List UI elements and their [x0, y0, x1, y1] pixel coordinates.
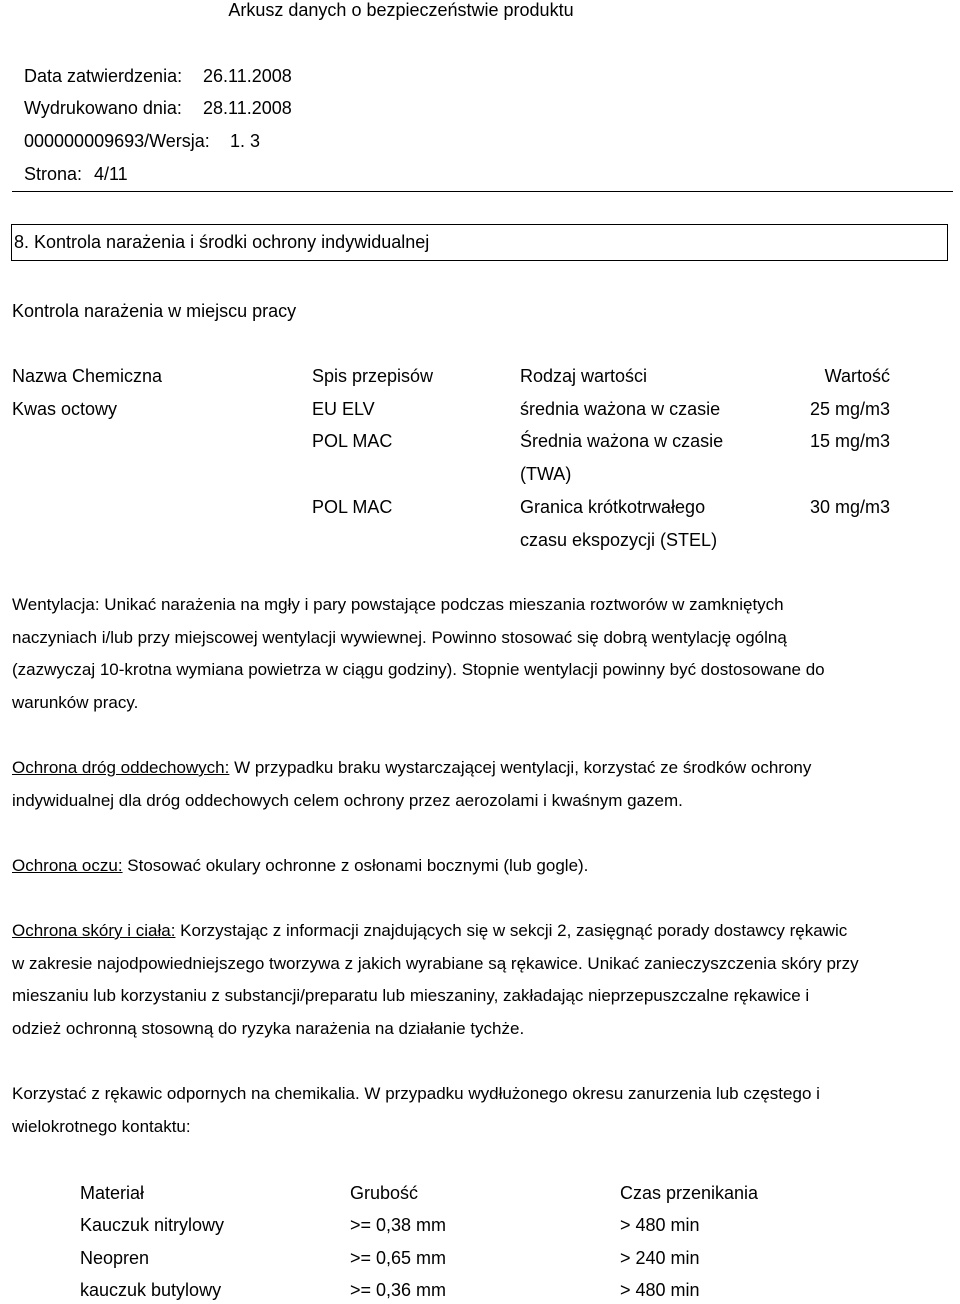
ventilation-text: Unikać narażenia na mgły i pary powstające podczas mieszania roztworów w zamkniętych — [99, 595, 784, 614]
page-label: Strona: — [24, 164, 83, 184]
section-8-box — [11, 224, 948, 261]
respiratory-protection-label: Ochrona dróg oddechowych: — [12, 758, 230, 777]
printed-date-label: Wydrukowano dnia: — [24, 98, 182, 118]
limit-value: 30 mg/m3 — [809, 497, 890, 517]
respiratory-protection-paragraph — [12, 752, 942, 817]
glove-thickness: >= 0,36 mm — [350, 1280, 447, 1300]
ventilation-text: naczyniach i/lub przy miejscowej wentylacji wywiewnej. Powinno stosować się dobrą wentylację ogólną — [12, 627, 787, 647]
value-type: średnia ważona w czasie — [520, 399, 721, 419]
value-type: Granica krótkotrwałego — [520, 497, 706, 517]
col-header-value-type: Rodzaj wartości — [520, 366, 648, 386]
skin-protection-label: Ochrona skóry i ciała: — [12, 921, 176, 940]
glove-breakthrough-time: > 480 min — [620, 1280, 700, 1300]
ventilation-text: (zazwyczaj 10-krotna wymiana powietrza w ciągu godziny). Stopnie wentylacji powinny być dostosowane do — [12, 660, 825, 679]
header-divider — [12, 191, 953, 192]
version-value: 1. 3 — [230, 131, 261, 151]
skin-protection-text: w zakresie najodpowiedniejszego tworzywa z jakich wyrabiane są rękawice. Unikać zanieczyszczenia skóry przy — [12, 953, 859, 973]
page-number: 4/11 — [94, 164, 128, 184]
glove-breakthrough-time: > 240 min — [620, 1248, 700, 1268]
col-header-value: Wartość — [824, 366, 890, 386]
limit-value: 25 mg/m3 — [809, 399, 890, 419]
glove-thickness: >= 0,38 mm — [350, 1215, 447, 1235]
glove-thickness: >= 0,65 mm — [350, 1248, 447, 1268]
approval-date-label: Data zatwierdzenia: — [24, 66, 183, 86]
regulation: POL MAC — [312, 431, 393, 451]
gloves-intro-text: wielokrotnego kontaktu: — [12, 1116, 191, 1136]
respiratory-protection-text: indywidualnej dla dróg oddechowych celem ochrony przez aerozolami i kwaśnym gazem. — [12, 790, 683, 810]
skin-protection-text: Korzystając z informacji znajdujących się w sekcji 2, zasięgnąć porady dostawcy rękawic — [175, 921, 848, 940]
col-header-chemical-name: Nazwa Chemiczna — [12, 366, 163, 386]
col-header-material: Materiał — [80, 1183, 145, 1203]
value-type-continued: czasu ekspozycji (STEL) — [520, 530, 718, 550]
section-subtitle: Kontrola narażenia w miejscu pracy — [12, 301, 297, 321]
eye-protection-paragraph — [12, 850, 942, 883]
eye-protection-text: Stosować okulary ochronne z osłonami bocznymi (lub gogle). — [122, 856, 589, 875]
glove-material: kauczuk butylowy — [80, 1280, 222, 1300]
respiratory-protection-text: W przypadku braku wystarczającej wentylacji, korzystać ze środków ochrony — [229, 758, 812, 777]
ventilation-paragraph — [12, 589, 942, 719]
value-type: Średnia ważona w czasie — [520, 431, 724, 451]
value-type-continued: (TWA) — [520, 464, 572, 484]
chemical-name: Kwas octowy — [12, 399, 118, 419]
approval-date-value: 26.11.2008 — [203, 66, 292, 86]
version-label: 000000009693/Wersja: — [24, 131, 210, 151]
col-header-regulation: Spis przepisów — [312, 366, 434, 386]
skin-protection-paragraph — [12, 915, 942, 1045]
glove-breakthrough-time: > 480 min — [620, 1215, 700, 1235]
regulation: EU ELV — [312, 399, 375, 419]
gloves-intro-text: Korzystać z rękawic odpornych na chemikalia. W przypadku wydłużonego okresu zanurzenia lub częstego i — [12, 1084, 820, 1103]
ventilation-label: Wentylacja: — [12, 595, 100, 614]
limit-value: 15 mg/m3 — [809, 431, 890, 451]
col-header-thickness: Grubość — [350, 1183, 419, 1203]
printed-date-value: 28.11.2008 — [203, 98, 292, 118]
regulation: POL MAC — [312, 497, 393, 517]
eye-protection-label: Ochrona oczu: — [12, 856, 123, 875]
skin-protection-text: odzież ochronną stosowną do ryzyka narażenia na działanie tychże. — [12, 1018, 525, 1038]
glove-material: Neopren — [80, 1248, 150, 1268]
col-header-breakthrough-time: Czas przenikania — [620, 1183, 759, 1203]
section-title: 8. Kontrola narażenia i środki ochrony indywidualnej — [14, 232, 430, 252]
ventilation-text: warunków pracy. — [12, 692, 139, 712]
document-title: Arkusz danych o bezpieczeństwie produktu — [228, 0, 574, 20]
glove-material: Kauczuk nitrylowy — [80, 1215, 225, 1235]
gloves-intro-paragraph — [12, 1078, 942, 1143]
skin-protection-text: mieszaniu lub korzystaniu z substancji/preparatu lub mieszaniny, zakładając nieprzepuszczalne rękawice i — [12, 986, 810, 1005]
